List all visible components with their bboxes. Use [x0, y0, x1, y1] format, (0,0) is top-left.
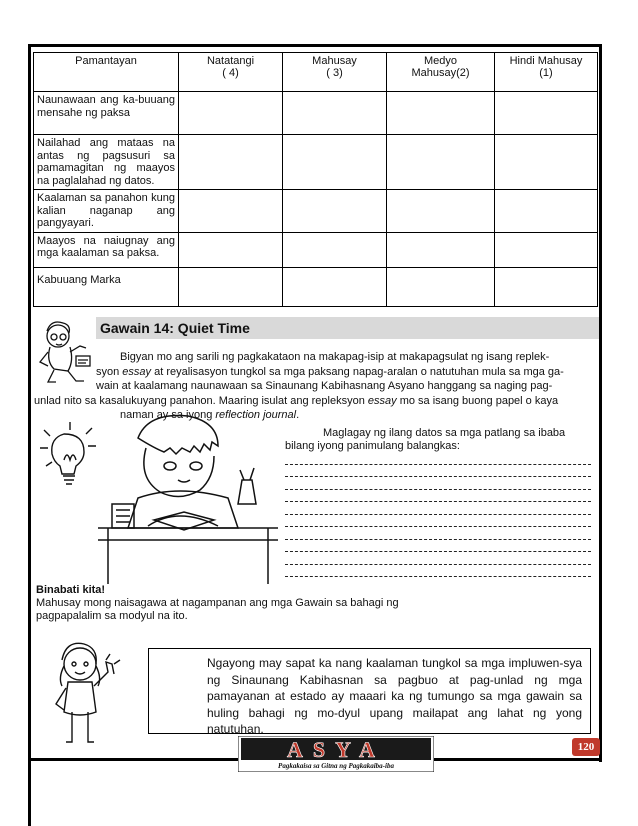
score-cell-4[interactable] — [179, 190, 283, 233]
header-score-3: Mahusay ( 3) — [283, 53, 387, 92]
score-cell-3[interactable] — [283, 267, 387, 306]
page-number: 120 — [572, 738, 600, 756]
score-cell-2[interactable] — [387, 135, 495, 190]
answer-line[interactable] — [285, 477, 591, 490]
asya-logo — [238, 736, 434, 772]
congratulations-line: pagpapalalim sa modyul na ito. — [36, 610, 188, 622]
table-row — [34, 190, 598, 233]
page-frame-left — [28, 44, 31, 826]
answer-line[interactable] — [285, 552, 591, 565]
answer-line[interactable] — [285, 490, 591, 503]
total-row — [34, 267, 598, 306]
rubric-table — [33, 52, 598, 307]
criteria-cell: Nailahad ang mataas na antas ng pagsusuri sa pamamagitan ng maayos na paglalahad ng datos. — [34, 135, 179, 190]
closing-message-box — [148, 648, 591, 734]
score-cell-4[interactable] — [179, 232, 283, 267]
score-cell-2[interactable] — [387, 232, 495, 267]
table-row — [34, 92, 598, 135]
instruction-line: unlad nito sa kasalukuyang panahon. Maaring isulat ang repleksyon essay mo sa isang buong papel o kaya — [34, 394, 559, 407]
instruction-line: wain at kaalamang naunawaan sa Sinaunang Kabihasnang Asyano hanggang sa naging pag- — [96, 380, 553, 392]
score-cell-3[interactable] — [283, 135, 387, 190]
closing-message: Ngayong may sapat ka nang kaalaman tungkol sa mga impluwen-sya ng Sinaunang Kabihasnan sa pagbuo at pag-unlad ng mga pamayanan at estado ay maaari ka ng tumungo sa mga gawain sa huling bahagi ng mo-dyul upang mailapat ang lahat ng yong natutuhan. — [207, 656, 582, 736]
boy-studying-illustration — [98, 408, 278, 584]
criteria-cell: Kaalaman sa panahon kung kalian naganap ang pangyayari. — [34, 190, 179, 233]
answer-line[interactable] — [285, 452, 591, 465]
criteria-cell: Maayos na naiugnay ang mga kaalaman sa paksa. — [34, 232, 179, 267]
header-score-4: Natatangi ( 4) — [179, 53, 283, 92]
score-cell-3[interactable] — [283, 190, 387, 233]
answer-line[interactable] — [285, 515, 591, 528]
logo-subtitle: Pagkakaisa sa Gitna ng Pagkakaiba-iba — [278, 762, 394, 770]
criteria-cell: Naunawaan ang ka-buuang mensahe ng paksa — [34, 92, 179, 135]
congratulations-heading: Binabati kita! — [36, 584, 106, 596]
score-cell-3[interactable] — [283, 232, 387, 267]
rubric-header-row — [34, 53, 598, 92]
outline-instruction-line: bilang iyong panimulang balangkas: — [285, 440, 460, 452]
score-cell-1[interactable] — [495, 135, 598, 190]
congratulations-line: Mahusay mong naisagawa at nagampanan ang mga Gawain sa bahagi ng — [36, 597, 399, 609]
answer-lines[interactable] — [285, 452, 591, 577]
score-cell-3[interactable] — [283, 92, 387, 135]
score-cell-2[interactable] — [387, 92, 495, 135]
score-cell-4[interactable] — [179, 267, 283, 306]
answer-line[interactable] — [285, 565, 591, 578]
light-bulb-icon — [36, 420, 106, 490]
score-cell-2[interactable] — [387, 190, 495, 233]
score-cell-4[interactable] — [179, 135, 283, 190]
instruction-line: Bigyan mo ang sarili ng pagkakataon na makapag-isip at makapagsulat ng isang replek- — [120, 351, 550, 363]
score-cell-1[interactable] — [495, 92, 598, 135]
activity-title: Gawain 14: Quiet Time — [96, 317, 599, 339]
header-score-2: Medyo Mahusay(2) — [387, 53, 495, 92]
outline-instruction-line: Maglagay ng ilang datos sa mga patlang sa ibaba — [323, 427, 566, 439]
table-row — [34, 135, 598, 190]
answer-line[interactable] — [285, 527, 591, 540]
answer-line[interactable] — [285, 465, 591, 478]
answer-line[interactable] — [285, 502, 591, 515]
header-score-1: Hindi Mahusay (1) — [495, 53, 598, 92]
page-frame-top — [28, 44, 602, 47]
congratulations-note — [36, 584, 456, 623]
girl-thumbs-up-illustration — [36, 640, 136, 748]
instruction-line: naman ay sa iyong reflection journal. — [120, 409, 300, 421]
score-cell-2[interactable] — [387, 267, 495, 306]
score-cell-1[interactable] — [495, 190, 598, 233]
score-cell-1[interactable] — [495, 232, 598, 267]
answer-line[interactable] — [285, 540, 591, 553]
table-row — [34, 232, 598, 267]
score-cell-1[interactable] — [495, 267, 598, 306]
outline-instructions — [285, 427, 585, 453]
score-cell-4[interactable] — [179, 92, 283, 135]
total-label: Kabuuang Marka — [34, 267, 179, 306]
logo-title: ASYA — [287, 737, 385, 762]
page-frame-right — [599, 44, 602, 762]
instruction-line: syon essay at reyalisasyon tungkol sa mga paksang napag-aralan o natutuhan mula sa mga ga- — [96, 365, 564, 378]
header-criteria: Pamantayan — [34, 53, 179, 92]
